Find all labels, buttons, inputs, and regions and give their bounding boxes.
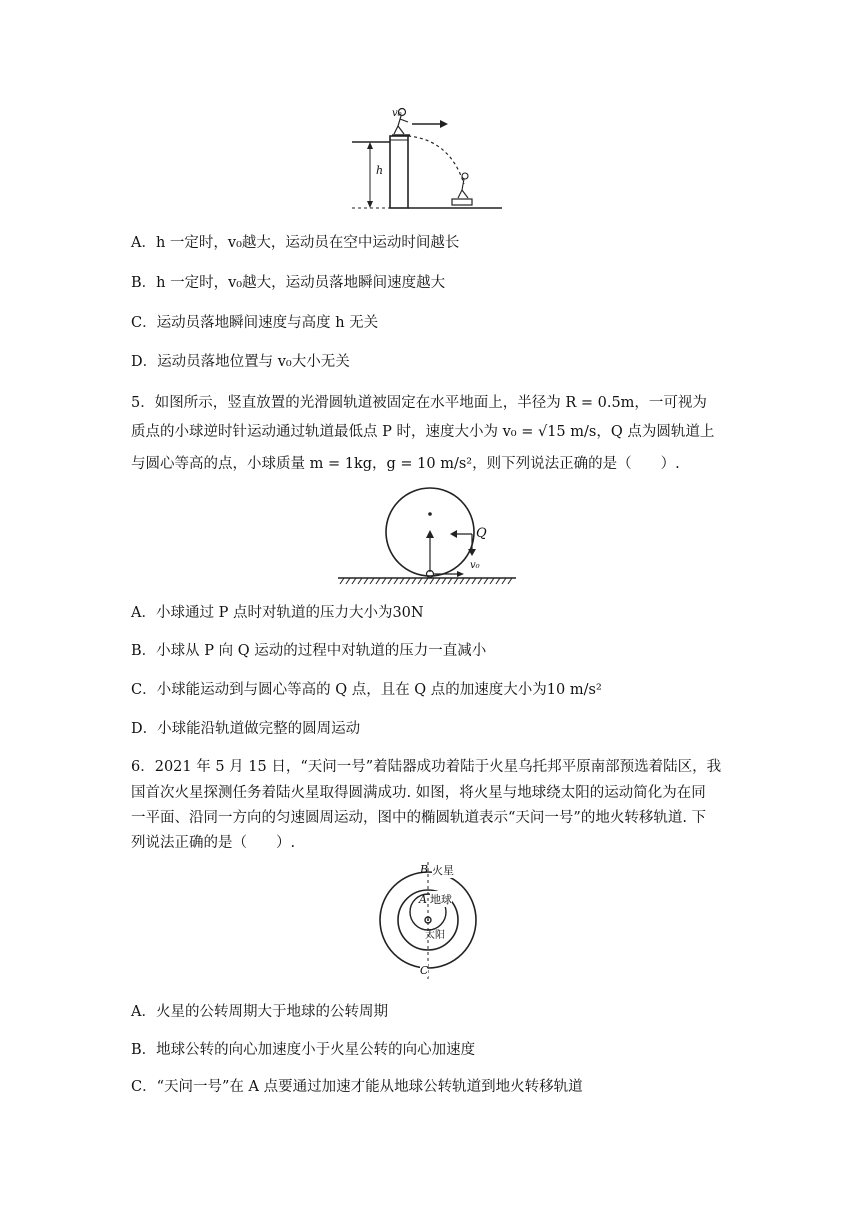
q4-option-c: C．运动员落地瞬间速度与高度 h 无关	[131, 315, 379, 331]
q6-option-b: B．地球公转的向心加速度小于火星公转的向心加速度	[131, 1042, 476, 1058]
q4-option-b: B．h 一定时，v₀越大，运动员落地瞬间速度越大	[131, 275, 446, 291]
ski-jump-figure	[350, 104, 510, 212]
orbit-label-c: C	[420, 964, 429, 977]
q6-option-a: A．火星的公转周期大于地球的公转周期	[131, 1004, 388, 1020]
circular-track-figure	[336, 486, 518, 586]
ski-jump-h-label: h	[376, 164, 384, 177]
q6-stem-line2: 国首次火星探测任务着陆火星取得圆满成功. 如图，将火星与地球绕太阳的运动简化为在同	[131, 785, 706, 801]
q6-stem-line3: 一平面、沿同一方向的匀速圆周运动，图中的椭圆轨道表示“天问一号”的地火转移轨道. 下	[131, 810, 707, 826]
q5-option-b: B．小球从 P 向 Q 运动的过程中对轨道的压力一直减小	[131, 643, 487, 659]
track-q-label: Q	[476, 526, 487, 541]
orbit-label-sun: 太阳	[425, 930, 445, 941]
track-v-label: v₀	[470, 560, 480, 571]
q5-option-d: D．小球能沿轨道做完整的圆周运动	[131, 721, 361, 737]
orbit-label-b: B	[420, 863, 429, 876]
ski-jump-v-label: v₀	[392, 108, 402, 119]
q6-stem-line1: 6．2021 年 5 月 15 日，“天问一号”着陆器成功着陆于火星乌托邦平原南部预选着陆区，我	[131, 759, 722, 775]
q5-option-a: A．小球通过 P 点时对轨道的压力大小为30N	[131, 605, 424, 621]
orbit-label-mars: 火星	[432, 864, 454, 877]
orbit-label-a: A	[419, 893, 427, 906]
q6-option-c: C．“天问一号”在 A 点要通过加速才能从地球公转轨道到地火转移轨道	[131, 1079, 583, 1095]
q5-stem-line3: 与圆心等高的点，小球质量 m = 1kg，g = 10 m/s²，则下列说法正确的是（ ）.	[131, 456, 680, 472]
q4-option-d: D．运动员落地位置与 v₀大小无关	[131, 354, 350, 370]
q5-stem-line1: 5．如图所示，竖直放置的光滑圆轨道被固定在水平地面上，半径为 R = 0.5m，一可视为	[131, 395, 707, 411]
q6-stem-line4: 列说法正确的是（ ）.	[131, 835, 296, 851]
q5-option-c: C．小球能运动到与圆心等高的 Q 点，且在 Q 点的加速度大小为10 m/s²	[131, 682, 602, 698]
q4-option-a: A．h 一定时，v₀越大，运动员在空中运动时间越长	[131, 235, 460, 251]
orbit-label-earth: 地球	[430, 893, 452, 906]
q5-stem-line2: 质点的小球逆时针运动通过轨道最低点 P 时，速度大小为 v₀ = √15 m/s，Q 点为圆轨道上	[131, 424, 715, 440]
